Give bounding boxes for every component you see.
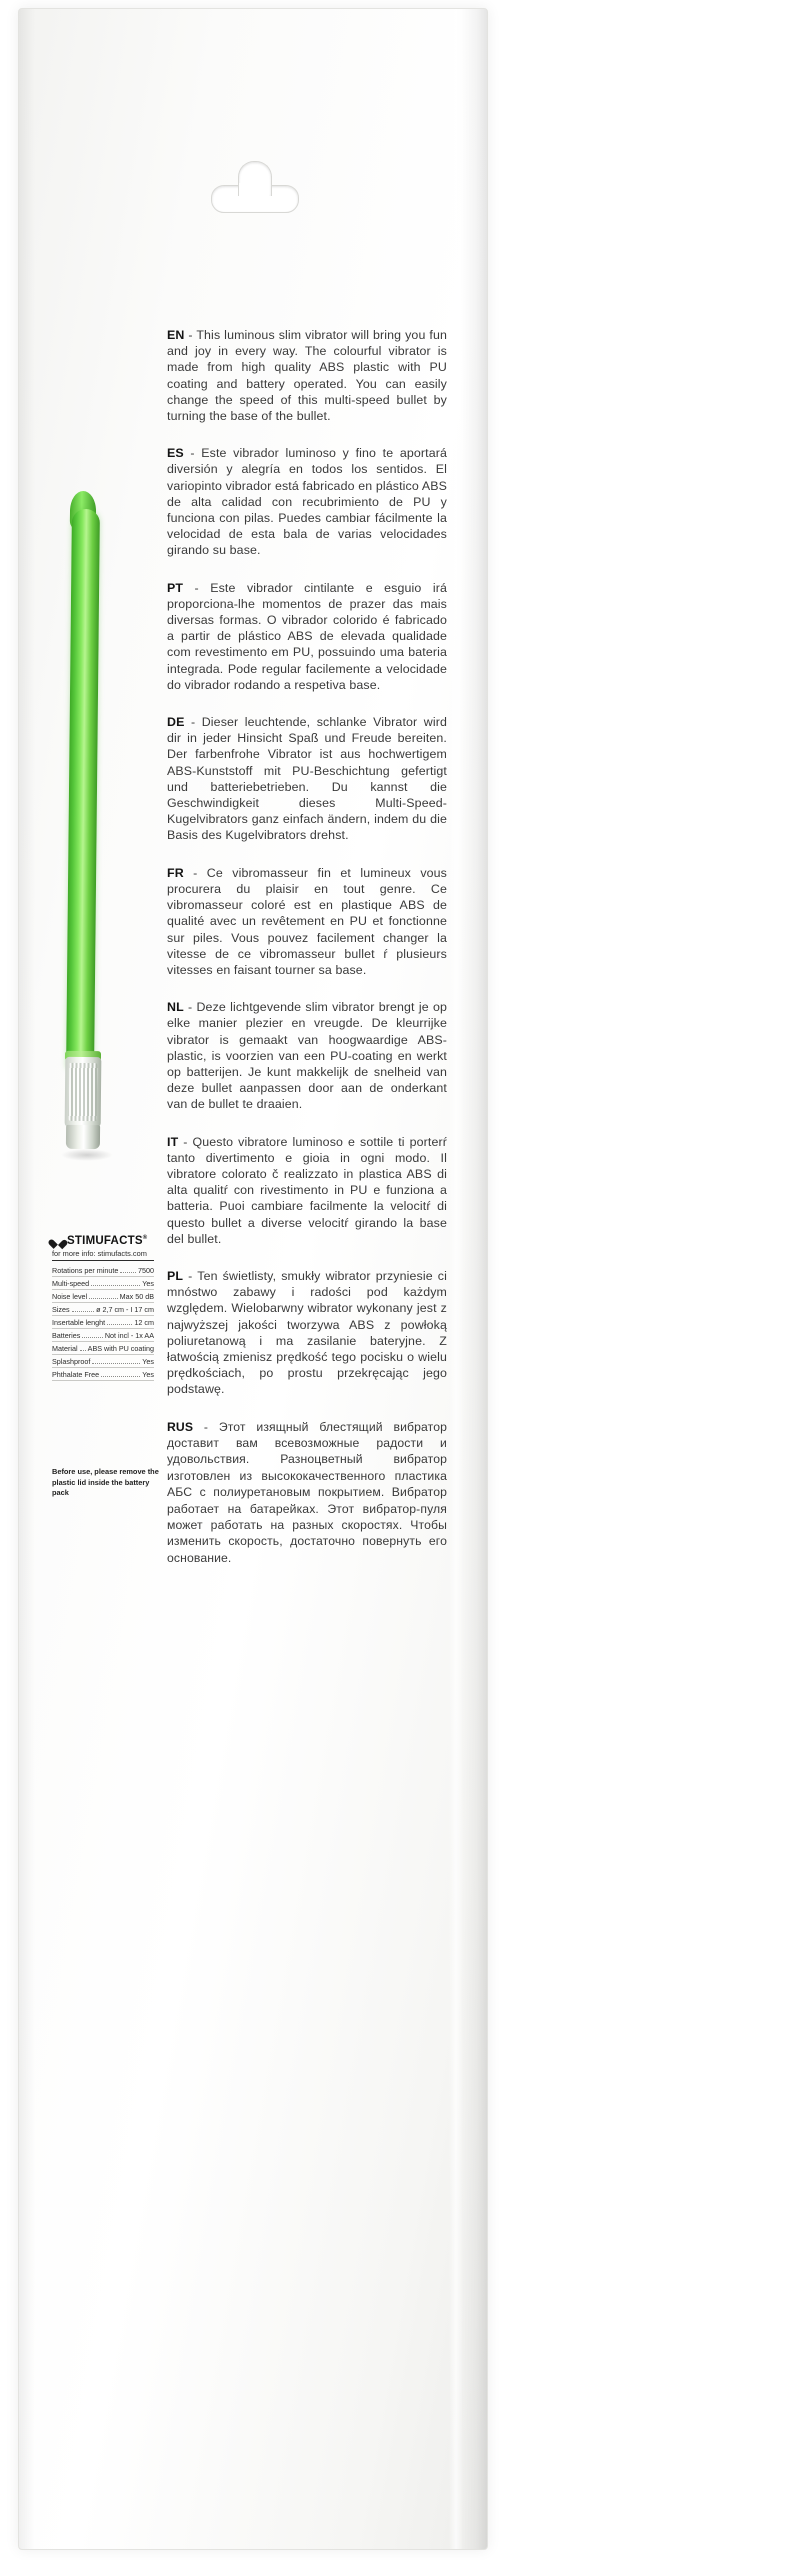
- heart-icon: [52, 1236, 63, 1247]
- language-label-en: EN: [167, 328, 185, 342]
- spec-dots: [80, 1350, 86, 1351]
- description-paragraph-rus: [167, 1419, 447, 1567]
- spec-row: [52, 1316, 154, 1329]
- stimufacts-title: STIMUFACTS®: [67, 1235, 148, 1247]
- spec-dots: [107, 1324, 132, 1325]
- spec-row: [52, 1277, 154, 1290]
- description-block: [167, 327, 447, 1587]
- spec-dots: [92, 1363, 140, 1364]
- description-paragraph-en: [167, 327, 447, 424]
- package-gloss: [449, 9, 463, 2549]
- description-text-it: - Questo vibratore luminoso e sottile ti porterŕ tanto divertimento e gioia in ogni modo. Il vibratore colorato č realizzato in plastica ABS di alta qualitŕ con rivestimento in PU e funziona a batteria. Puoi cambiare facilmente la velocitŕ di questo bullet a diverse velocitŕ girando la base del bullet.: [167, 1134, 447, 1246]
- vibrator-base: [66, 1125, 100, 1149]
- language-label-nl: NL: [167, 1000, 184, 1015]
- spec-row: [52, 1342, 154, 1355]
- spec-value: ø 2,7 cm - I 17 cm: [96, 1304, 154, 1314]
- spec-dots: [101, 1376, 140, 1377]
- description-text-fr: - Ce vibromasseur fin et lumineux vous procurera du plaisir en tout genre. Ce vibromasseur coloré est en plastique ABS de qualité avec un revêtement en PU et fonctionne sur piles. Vous pouvez facilement changer la vitesse de ce vibromasseur bullet ŕ plusieurs vitesses en faisant tourner sa base.: [167, 865, 447, 977]
- package-box: [18, 8, 488, 2550]
- spec-value: Max 50 dB: [119, 1291, 154, 1301]
- spec-dots: [91, 1285, 140, 1286]
- spec-dots: [82, 1337, 102, 1338]
- description-paragraph-pt: [167, 580, 447, 693]
- description-paragraph-pl: [167, 1268, 447, 1398]
- description-paragraph-de: [167, 714, 447, 844]
- description-text-en: - This luminous slim vibrator will bring you fun and joy in every way. The colourful vibrator is made from high quality ABS plastic with PU coating and battery operated. You can easily change the speed of this multi-speed bullet by turning the base of the bullet.: [167, 328, 447, 424]
- spec-dots: [72, 1311, 95, 1312]
- spec-key: Noise level: [52, 1291, 88, 1301]
- description-paragraph-es: [167, 445, 447, 558]
- spec-value: Yes: [142, 1369, 154, 1379]
- spec-key: Splashproof: [52, 1356, 91, 1366]
- language-label-de: DE: [167, 715, 185, 730]
- spec-value: ABS with PU coating: [87, 1343, 154, 1353]
- spec-dots: [89, 1298, 117, 1299]
- spec-key: Material: [52, 1343, 78, 1353]
- spec-row: [52, 1329, 154, 1342]
- language-label-fr: FR: [167, 865, 184, 880]
- stimufacts-subtitle: for more info: stimufacts.com: [52, 1249, 154, 1261]
- language-label-it: IT: [167, 1134, 179, 1149]
- spec-key: Multi-speed: [52, 1278, 90, 1288]
- language-label-pt: PT: [167, 580, 184, 595]
- spec-value: Yes: [142, 1356, 154, 1366]
- hang-hole-join: [239, 183, 269, 197]
- spec-dots: [120, 1272, 136, 1273]
- spec-value: 12 cm: [134, 1317, 154, 1327]
- vibrator-battery-cap: [65, 1057, 102, 1127]
- spec-value: 7500: [138, 1265, 154, 1275]
- spec-row: [52, 1290, 154, 1303]
- spec-key: Phthalate Free: [52, 1369, 100, 1379]
- stimufacts-brand: [52, 1235, 154, 1247]
- product-shadow: [61, 1149, 113, 1161]
- description-text-nl: - Deze lichtgevende slim vibrator brengt je op elke manier plezier en vreugde. De kleurrijke vibrator is gemaakt van hoogwaardige ABS-plastic, is voorzien van een PU-coating en werkt op batterijen. Je kunt makkelijk de snelheid van deze bullet aanpassen door aan de onderkant van de bullet te draaien.: [167, 1000, 447, 1112]
- description-paragraph-fr: [167, 865, 447, 978]
- language-label-es: ES: [167, 446, 184, 461]
- vibrator-shaft: [66, 509, 100, 1069]
- spec-row: [52, 1355, 154, 1368]
- registered-mark: ®: [142, 1235, 148, 1242]
- spec-row: [52, 1368, 154, 1381]
- description-paragraph-nl: [167, 999, 447, 1112]
- description-text-es: - Este vibrador luminoso y fino te aportará diversión y alegría en todos los sentidos. El variopinto vibrador está fabricado en plástico ABS de alta calidad con recubrimiento de PU y funciona con pilas. Puedes cambiar fácilmente la velocidad de esta bala de varias velocidades girando su base.: [167, 446, 447, 558]
- description-text-de: - Dieser leuchtende, schlanke Vibrator wird dir in jeder Hinsicht Spaß und Freude bereiten. Der farbenfrohe Vibrator ist aus hochwertigem ABS-Kunststoff mit PU-Beschichtung gefertigt und batteriebetrieben. Du kannst die Geschwindigkeit dieses Multi-Speed-Kugelvibrators ganz einfach ändern, indem du die Basis des Kugelvibrators drehst.: [167, 715, 447, 843]
- spec-key: Sizes: [52, 1304, 70, 1314]
- description-paragraph-it: [167, 1134, 447, 1247]
- spec-key: Insertable lenght: [52, 1317, 106, 1327]
- spec-row: [52, 1303, 154, 1316]
- spec-value: Not incl - 1x AA: [104, 1330, 154, 1340]
- euro-hang-hole-icon: [211, 161, 297, 213]
- product-image: [53, 509, 123, 1209]
- language-label-rus: RUS: [167, 1419, 194, 1434]
- description-text-pl: - Ten świetlisty, smukły wibrator przyniesie ci mnóstwo zabawy i radości pod każdym względem. Wielobarwny wibrator wykonany jest z najwyższej jakości tworzywa ABS z powłoką poliuretanową i ma zasilanie bateryjne. Z łatwością zmienisz prędkość tego pocisku o wielu prędkościach, po prostu przekręcając jego podstawę.: [167, 1268, 447, 1397]
- spec-row: [52, 1264, 154, 1277]
- stimufacts-panel: [52, 1235, 159, 1499]
- battery-warning-note: Before use, please remove the plastic lid inside the battery pack: [52, 1467, 159, 1498]
- description-text-pt: - Este vibrador cintilante e esguio irá proporciona-lhe momentos de prazer das mais diversas formas. O vibrador colorido é fabricado a partir de plástico ABS de elevada qualidade com revestimento em PU, possuindo uma bateria integrada. Pode regular facilemente a velocidade do vibrador rodando a respetiva base.: [167, 580, 447, 692]
- language-label-pl: PL: [167, 1268, 184, 1283]
- description-text-rus: - Этот изящный блестящий вибратор доставит вам всевозможные радости и удовольствия. Разноцветный вибратор изготовлен из высококачественного пластика АБС с полиуретановым покрытием. Вибратор работает на батарейках. Этот вибратор-пуля может работать на разных скоростях. Чтобы изменить скорость, достаточно повернуть его основание.: [167, 1419, 447, 1565]
- spec-key: Batteries: [52, 1330, 81, 1340]
- spec-value: Yes: [142, 1278, 154, 1288]
- spec-key: Rotations per minute: [52, 1265, 119, 1275]
